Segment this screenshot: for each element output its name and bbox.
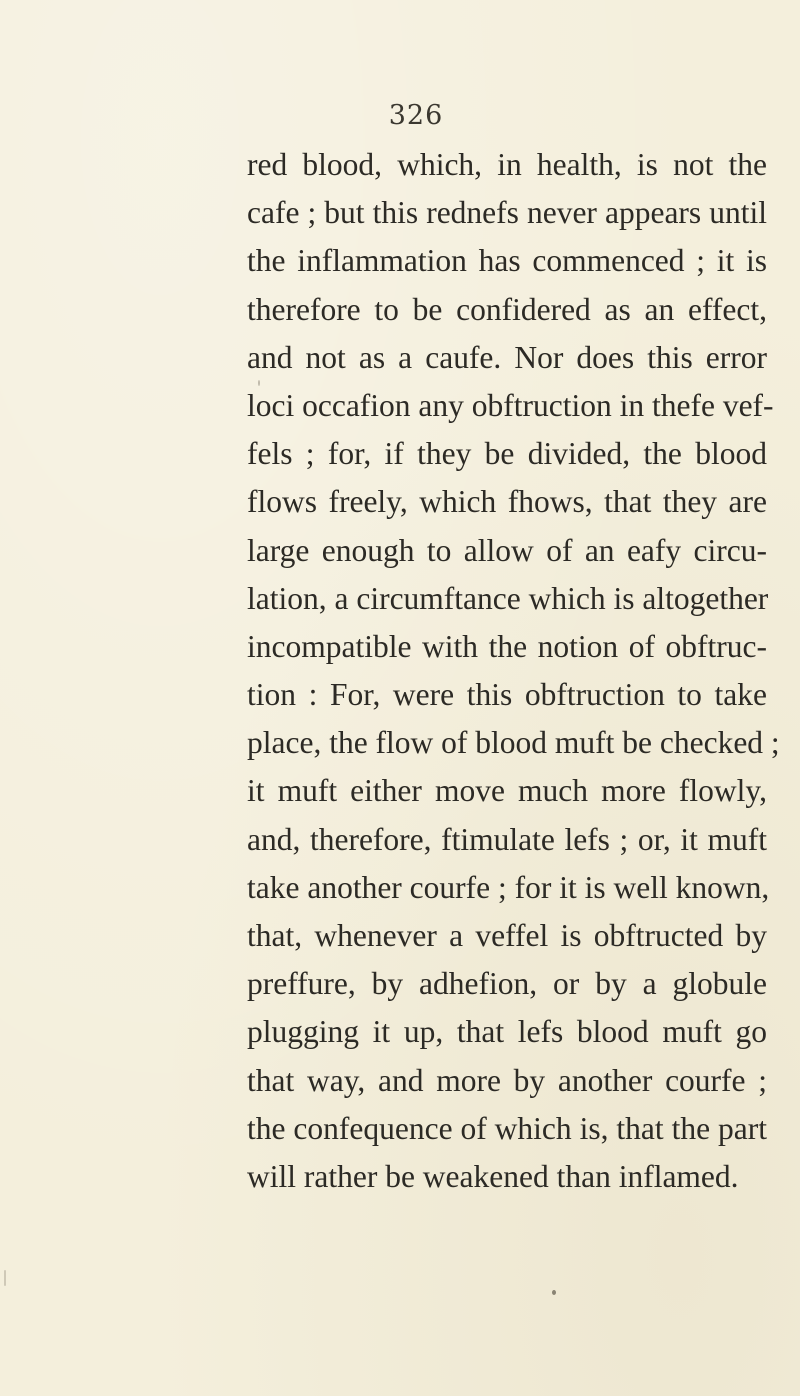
paper-speck [258,380,260,386]
paper-speck [4,1270,6,1286]
text-line: that way, and more by another courfe ; [247,1062,767,1098]
text-line: fels ; for, if they be divided, the blood [247,436,767,472]
text-line: tion : For, were this obftruction to take [247,677,767,713]
text-line: therefore to be confidered as an effect, [247,291,767,327]
paper-speck [552,1290,556,1295]
text-line: place, the flow of blood muft be checked ; [247,725,780,761]
body-text [247,141,780,1201]
text-line: loci occafion any obftruction in thefe vef- [247,387,774,423]
text-line: the inflammation has commenced ; it is [247,243,767,279]
text-line: will rather be weakened than inflamed. [247,1158,739,1194]
text-line: red blood, which, in health, is not the [247,147,767,182]
text-line: it muft either move much more flowly, [247,773,767,809]
page-number: 326 [388,100,444,131]
text-line: take another courfe ; for it is well known, [247,869,770,905]
text-line: and, therefore, ftimulate lefs ; or, it muft [247,821,767,857]
text-line: large enough to allow of an eafy circu- [247,532,767,568]
text-line: preffure, by adhefion, or by a globule [247,966,767,1002]
text-line: incompatible with the notion of obftruc- [247,628,767,664]
text-line: and not as a caufe. Nor does this error [247,339,767,375]
text-line: lation, a circumftance which is altogether [247,580,769,616]
text-line: flows freely, which fhows, that they are [247,484,767,520]
text-line: the confequence of which is, that the part [247,1110,767,1146]
text-line: plugging it up, that lefs blood muft go [247,1014,767,1050]
text-line: cafe ; but this rednefs never appears until [247,195,767,231]
text-line: that, whenever a veffel is obftructed by [247,918,767,953]
